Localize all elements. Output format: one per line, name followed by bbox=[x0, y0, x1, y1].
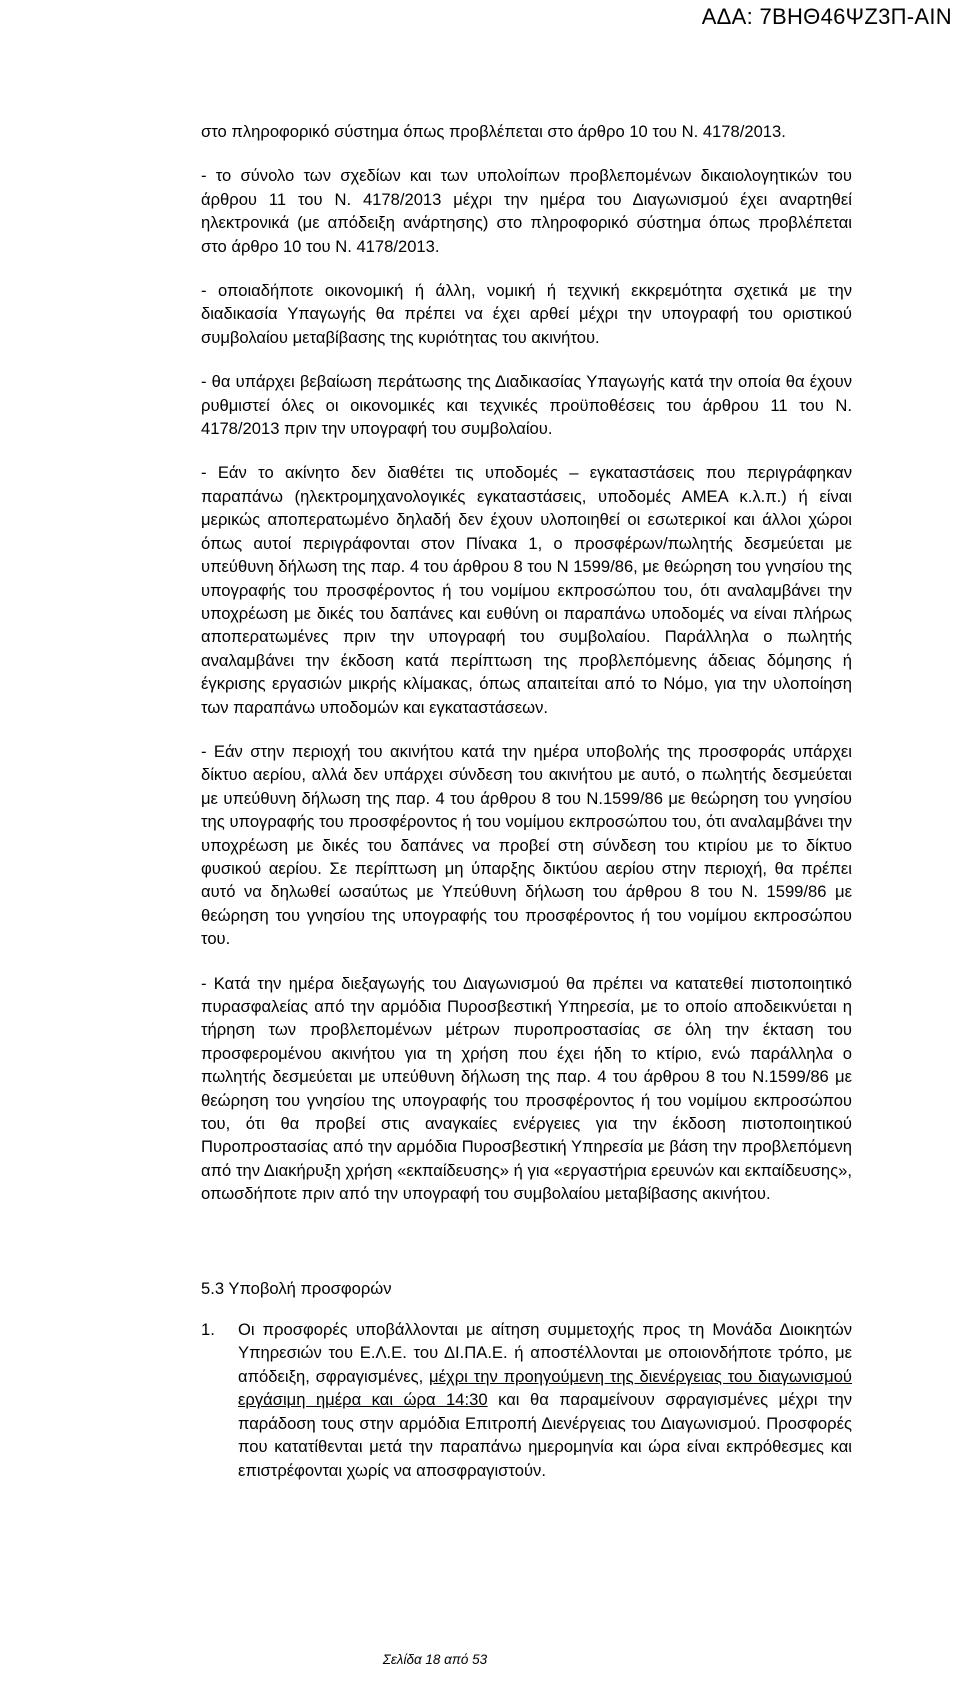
list-item-text: και θα παραμείνουν σφραγισμένες μέχρι την παράδοση τους στην αρμόδια Επιτροπή Διενέργειας του Διαγωνισμού. Προσφορές που κατατίθενται μετά την παραπάνω ημερομηνία και ώρα είναι εκπρόθεσμες και επιστρέφονται χωρίς να αποσφραγιστούν. bbox=[238, 1390, 852, 1480]
page-number: Σελίδα 18 από 53 bbox=[382, 1652, 488, 1667]
paragraph: - το σύνολο των σχεδίων και των υπολοίπων προβλεπομένων δικαιολογητικών του άρθρου 11 του Ν. 4178/2013 μέχρι την ημέρα του Διαγωνισμού έχει αναρτηθεί ηλεκτρονικά (με απόδειξη ανάρτησης) στο πληροφορικό σύστημα όπως προβλέπεται στο άρθρο 10 του Ν. 4178/2013. bbox=[201, 166, 852, 256]
ada-code: ΑΔΑ: 7ΒΗΘ46ΨΖ3Π-ΑΙΝ bbox=[701, 4, 952, 29]
list-item-body bbox=[238, 1318, 852, 1482]
page-footer bbox=[0, 1652, 960, 1667]
paragraph: - Κατά την ημέρα διεξαγωγής του Διαγωνισμού θα πρέπει να κατατεθεί πιστοποιητικό πυρασφαλείας από την αρμόδια Πυροσβεστική Υπηρεσία, με το οποίο αποδεικνύεται η τήρηση των προβλεπομένων μέτρων πυροπροστασίας σε όλη την έκταση του προσφερομένου ακινήτου για τη χρήση που έχει ήδη το κτίριο, ενώ παράλληλα ο πωλητής δεσμεύεται με υπεύθυνη δήλωση της παρ. 4 του άρθρου 8 του Ν.1599/86 με θεώρηση του γνησίου της υπογραφής του προσφέροντος ή του νομίμου εκπροσώπου του, ότι θα προβεί στις αναγκαίες ενέργειες για την έκδοση πιστοποιητικού Πυροπροστασίας από την αρμόδια Πυροσβεστική Υπηρεσία με βάση την προβλεπόμενη από την Διακήρυξη χρήση «εκπαίδευσης» ή για «εργαστήρια ερευνών και εκπαίδευσης», οπωσδήποτε πριν από την υπογραφή του συμβολαίου μεταβίβασης ακινήτου. bbox=[201, 973, 852, 1204]
paragraph: - θα υπάρχει βεβαίωση περάτωσης της Διαδικασίας Υπαγωγής κατά την οποία θα έχουν ρυθμιστεί όλες οι οικονομικές και τεχνικές προϋποθέσεις του άρθρου 11 του Ν. 4178/2013 πριν την υπογραφή του συμβολαίου. bbox=[201, 372, 852, 439]
paragraph: - οποιαδήποτε οικονομική ή άλλη, νομική ή τεχνική εκκρεμότητα σχετικά με την διαδικασία Υπαγωγής θα πρέπει να έχει αρθεί μέχρι την υπογραφή του οριστικού συμβολαίου μεταβίβασης της κυριότητας του ακινήτου. bbox=[201, 281, 852, 347]
list-item-number: 1. bbox=[201, 1320, 215, 1340]
spacer bbox=[201, 1227, 852, 1277]
list-item-text: Οι προσφορές υποβάλλονται με αίτηση συμμετοχής προς τη Μονάδα Διοικητών Υπηρεσιών του Ε.Λ.Ε. του ΔΙ.ΠΑ.Ε. ή αποστέλλονται με οποιονδήποτε τρόπο, με απόδειξη, σφραγισμένες, bbox=[238, 1320, 852, 1386]
paragraph: - Εάν το ακίνητο δεν διαθέτει τις υποδομές – εγκαταστάσεις που περιγράφηκαν παραπάνω (ηλεκτρομηχανολογικές εγκαταστάσεις, υποδομές ΑΜΕΑ κ.λ.π.) ή είναι μερικώς αποπερατωμένο δηλαδή δεν έχουν υλοποιηθεί οι εσωτερικοί και άλλοι χώροι όπως αυτοί περιγράφονται στον Πίνακα 1, ο προσφέρων/πωλητής δεσμεύεται με υπεύθυνη δήλωση της παρ. 4 του άρθρου 8 του Ν 1599/86, με θεώρηση του γνησίου της υπογραφής του προσφέροντος ή του νομίμου εκπροσώπου του, ότι αναλαμβάνει την υποχρέωση με δικές του δαπάνες και ευθύνη οι παραπάνω υποδομές να είναι πλήρως αποπερατωμένες πριν την υπογραφή του συμβολαίου. Παράλληλα ο πωλητής αναλαμβάνει την έκδοση κατά περίπτωση της προβλεπόμενης άδειας δόμησης ή έγκρισης εργασιών μικρής κλίμακας, όπως απαιτείται από το Νόμο, για την υλοποίηση των παραπάνω υποδομών και εγκαταστάσεων. bbox=[201, 463, 852, 717]
paragraph: - Εάν στην περιοχή του ακινήτου κατά την ημέρα υποβολής της προσφοράς υπάρχει δίκτυο αερίου, αλλά δεν υπάρχει σύνδεση του ακινήτου με αυτό, ο πωλητής δεσμεύεται με υπεύθυνη δήλωση της παρ. 4 του άρθρου 8 του Ν.1599/86 με θεώρηση του γνησίου της υπογραφής του προσφέροντος ή του νομίμου εκπροσώπου του, ότι αναλαμβάνει την υποχρέωση με δικές του δαπάνες να προβεί στη σύνδεση του κτιρίου με το δίκτυο φυσικού αερίου. Σε περίπτωση μη ύπαρξης δικτύου αερίου στην περιοχή, θα πρέπει αυτό να δηλωθεί ωσαύτως με Υπεύθυνη δήλωση του άρθρου 8 του Ν. 1599/86 με θεώρηση του γνησίου της υπογραφής του προσφέροντος ή του νομίμου εκπροσώπου του. bbox=[201, 741, 852, 949]
paragraph: στο πληροφορικό σύστημα όπως προβλέπεται στο άρθρο 10 του Ν. 4178/2013. bbox=[201, 122, 786, 141]
section-title: 5.3 Υποβολή προσφορών bbox=[201, 1278, 392, 1298]
document-body bbox=[201, 120, 852, 1482]
deadline-text: μέχρι την προηγούμενη της διενέργειας του διαγωνισμού εργάσιμη ημέρα και ώρα 14:30 bbox=[238, 1366, 853, 1410]
list-item bbox=[201, 1318, 852, 1482]
